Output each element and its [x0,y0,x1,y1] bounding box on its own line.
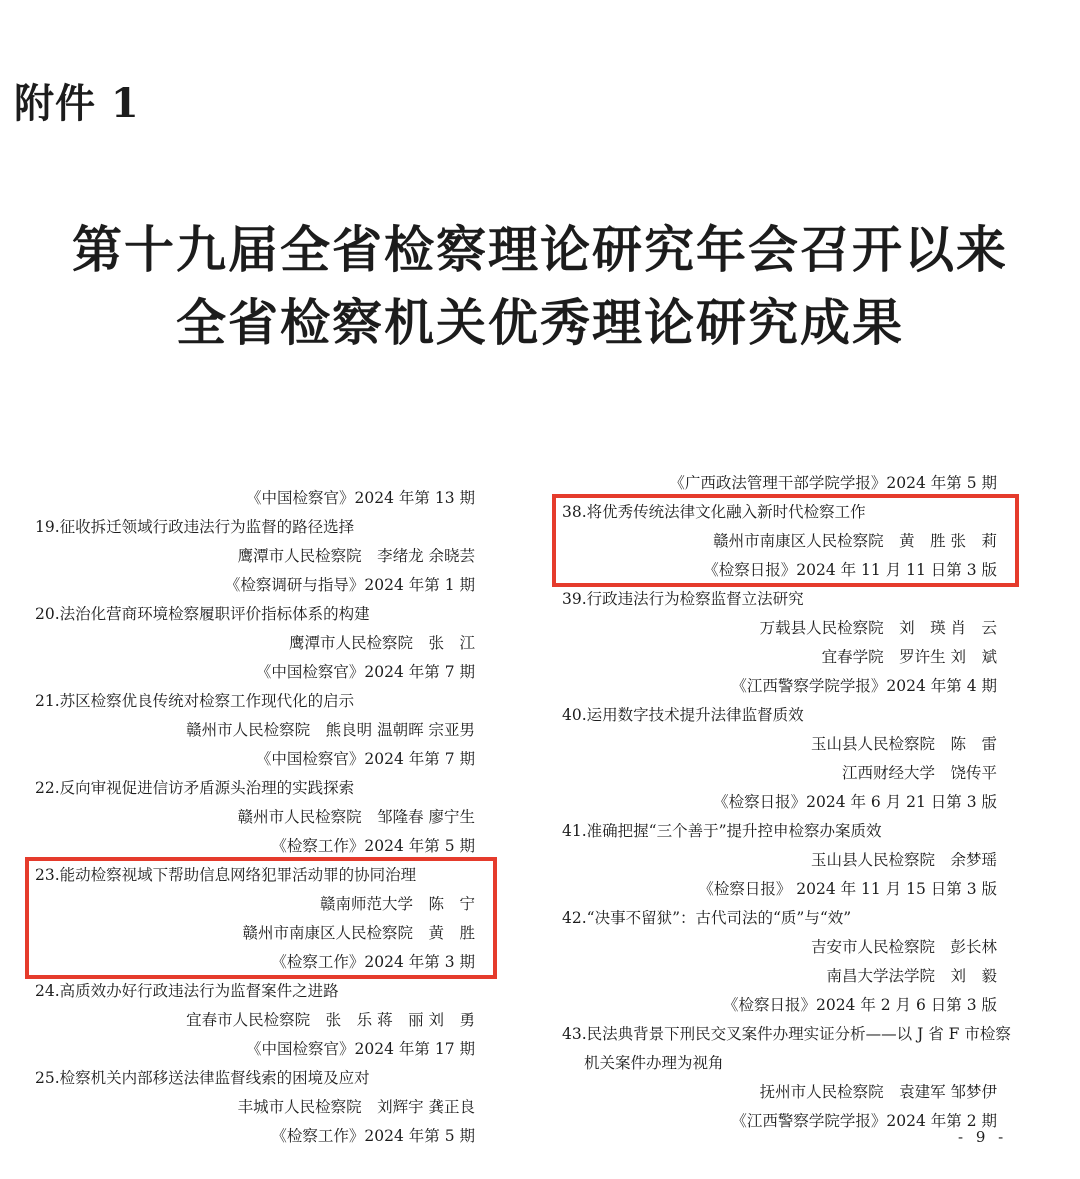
entry-title: 24.高质效办好行政违法行为监督案件之进路 [35,982,339,1000]
entry-title: 20.法治化营商环境检察履职评价指标体系的构建 [35,605,370,623]
entry-authors: 玉山县人民检察院 陈 雷 [810,735,997,753]
entry-publication: 《中国检察官》2024 年第 7 期 [255,750,475,768]
entry-publication: 《检察工作》2024 年第 3 期 [271,953,475,971]
entry-authors: 丰城市人民检察院 刘辉宇 龚正良 [237,1098,475,1116]
entry-authors: 抚州市人民检察院 袁建军 邹梦伊 [759,1083,997,1101]
entry-authors: 鹰潭市人民检察院 张 江 [288,634,475,652]
entry-title: 43.民法典背景下刑民交叉案件办理实证分析——以 J 省 F 市检察 [562,1025,1011,1043]
entry-authors: 赣州市人民检察院 熊良明 温朝晖 宗亚男 [186,721,475,739]
entry-publication: 《中国检察官》2024 年第 17 期 [246,1040,475,1058]
page-number: - 9 - [958,1128,1008,1146]
entry-title: 42.“决事不留狱”：古代司法的“质”与“效” [562,909,852,927]
entry-authors: 南昌大学法学院 刘 毅 [826,967,997,985]
entry-title: 40.运用数字技术提升法律监督质效 [562,706,804,724]
entry-authors: 玉山县人民检察院 余梦瑶 [810,851,997,869]
entry-authors: 宜春学院 罗许生 刘 斌 [821,648,997,666]
entry-authors: 鹰潭市人民检察院 李绪龙 余晓芸 [237,547,475,565]
entry-publication: 《检察日报》2024 年 6 月 21 日第 3 版 [713,793,997,811]
entry-publication: 《检察日报》 2024 年 11 月 15 日第 3 版 [698,880,997,898]
entry-title-continued: 机关案件办理为视角 [584,1054,724,1072]
highlight-box [552,494,1019,587]
entry-title: 39.行政违法行为检察监督立法研究 [562,590,804,608]
entry-authors: 赣州市人民检察院 邹隆春 廖宁生 [237,808,475,826]
annex-label: 附件 1 [14,80,140,127]
entry-publication: 《江西警察学院学报》2024 年第 4 期 [731,677,997,695]
publication-line: 《广西政法管理干部学院学报》2024 年第 5 期 [669,474,997,492]
entry-authors: 赣州市南康区人民检察院 黄 胜 张 莉 [713,532,997,550]
entry-authors: 赣南师范大学 陈 宁 [319,895,475,913]
entry-authors: 江西财经大学 饶传平 [841,764,997,782]
entry-publication: 《检察工作》2024 年第 5 期 [271,1127,475,1145]
publication-line: 《中国检察官》2024 年第 13 期 [246,489,475,507]
entry-title: 19.征收拆迁领域行政违法行为监督的路径选择 [35,518,355,536]
entry-authors: 宜春市人民检察院 张 乐 蒋 丽 刘 勇 [186,1011,475,1029]
entry-title: 22.反向审视促进信访矛盾源头治理的实践探索 [35,779,355,797]
entry-publication: 《检察工作》2024 年第 5 期 [271,837,475,855]
document-title-line-2: 全省检察机关优秀理论研究成果 [176,294,904,352]
entry-publication: 《江西警察学院学报》2024 年第 2 期 [731,1112,997,1130]
entry-publication: 《中国检察官》2024 年第 7 期 [255,663,475,681]
entry-authors: 万载县人民检察院 刘 瑛 肖 云 [759,619,997,637]
entry-title: 38.将优秀传统法律文化融入新时代检察工作 [562,503,866,521]
highlight-box [25,857,497,979]
entry-publication: 《检察日报》2024 年 11 月 11 日第 3 版 [703,561,997,579]
entry-authors: 吉安市人民检察院 彭长林 [810,938,997,956]
entry-authors: 赣州市南康区人民检察院 黄 胜 [242,924,475,942]
entry-title: 21.苏区检察优良传统对检察工作现代化的启示 [35,692,355,710]
entry-title: 41.准确把握“三个善于”提升控申检察办案质效 [562,822,882,840]
entry-publication: 《检察日报》2024 年 2 月 6 日第 3 版 [722,996,997,1014]
entry-title: 25.检察机关内部移送法律监督线索的困境及应对 [35,1069,370,1087]
entry-publication: 《检察调研与指导》2024 年第 1 期 [224,576,475,594]
entry-title: 23.能动检察视域下帮助信息网络犯罪活动罪的协同治理 [35,866,417,884]
document-title-line-1: 第十九届全省检察理论研究年会召开以来 [72,221,1008,279]
